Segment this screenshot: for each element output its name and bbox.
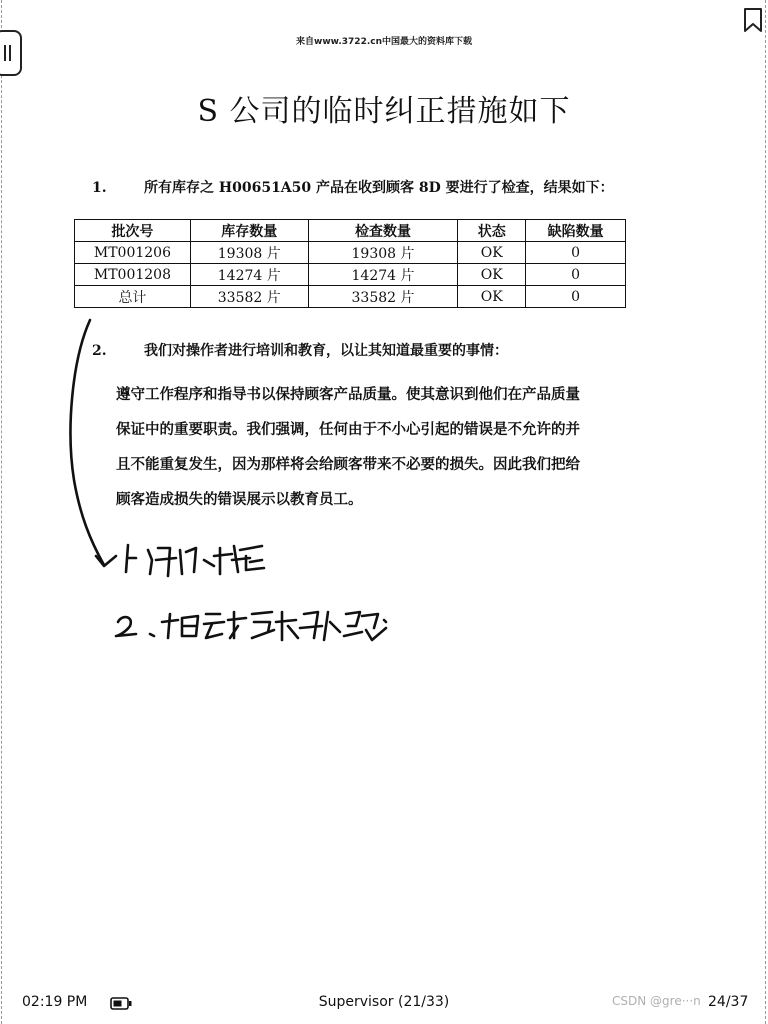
document-title: S 公司的临时纠正措施如下 bbox=[197, 94, 571, 129]
table-cell: OK bbox=[458, 286, 526, 308]
table-cell: 总计 bbox=[75, 286, 191, 308]
page-indicator[interactable]: 24/37 bbox=[708, 994, 749, 1010]
section-1-text: 所有库存之 H00651A50 产品在收到顾客 8D 要进行了检查，结果如下： bbox=[144, 180, 614, 196]
source-note: 来自www.3722.cn中国最大的资料库下载 bbox=[296, 37, 472, 47]
table-header-cell: 批次号 bbox=[75, 220, 191, 242]
document-name: Supervisor (21/33) bbox=[318, 994, 450, 1010]
status-bar bbox=[0, 992, 768, 1016]
table-cell: 0 bbox=[526, 264, 626, 286]
paragraph-line: 保证中的重要职责。我们强调，任何由于不小心引起的错误是不允许的并 bbox=[116, 421, 580, 438]
table-cell: 33582 片 bbox=[190, 286, 308, 308]
table-cell: 0 bbox=[526, 242, 626, 264]
table-cell: MT001208 bbox=[75, 264, 191, 286]
paragraph-line: 且不能重复发生，因为那样将会给顾客带来不必要的损失。因此我们把给 bbox=[116, 456, 580, 473]
table-cell: MT001206 bbox=[75, 242, 191, 264]
paragraph-line: 遵守工作程序和指导书以保持顾客产品质量。使其意识到他们在产品质量 bbox=[116, 386, 580, 403]
watermark: CSDN @gre···n bbox=[612, 994, 701, 1008]
table-cell: 14274 片 bbox=[308, 264, 458, 286]
clock: 02:19 PM bbox=[22, 994, 88, 1010]
table-cell: 14274 片 bbox=[190, 264, 308, 286]
table-cell: 19308 片 bbox=[308, 242, 458, 264]
table-cell: 0 bbox=[526, 286, 626, 308]
handwritten-line-1 bbox=[126, 545, 264, 576]
table-header-cell: 缺陷数量 bbox=[526, 220, 626, 242]
section-2-number: 2. bbox=[92, 343, 107, 359]
table-cell: OK bbox=[458, 264, 526, 286]
section-1-number: 1. bbox=[92, 180, 107, 196]
table-header-cell: 状态 bbox=[458, 220, 526, 242]
handwritten-line-2 bbox=[116, 612, 386, 640]
table-header-cell: 检查数量 bbox=[308, 220, 458, 242]
table-header-cell: 库存数量 bbox=[190, 220, 308, 242]
annotation-arrow bbox=[71, 320, 104, 565]
table-cell: 19308 片 bbox=[190, 242, 308, 264]
section-2-text: 我们对操作者进行培训和教育，以让其知道最重要的事情： bbox=[144, 343, 508, 359]
paragraph-line: 顾客造成损失的错误展示以教育员工。 bbox=[116, 491, 363, 508]
table-cell: OK bbox=[458, 242, 526, 264]
table-cell: 33582 片 bbox=[308, 286, 458, 308]
